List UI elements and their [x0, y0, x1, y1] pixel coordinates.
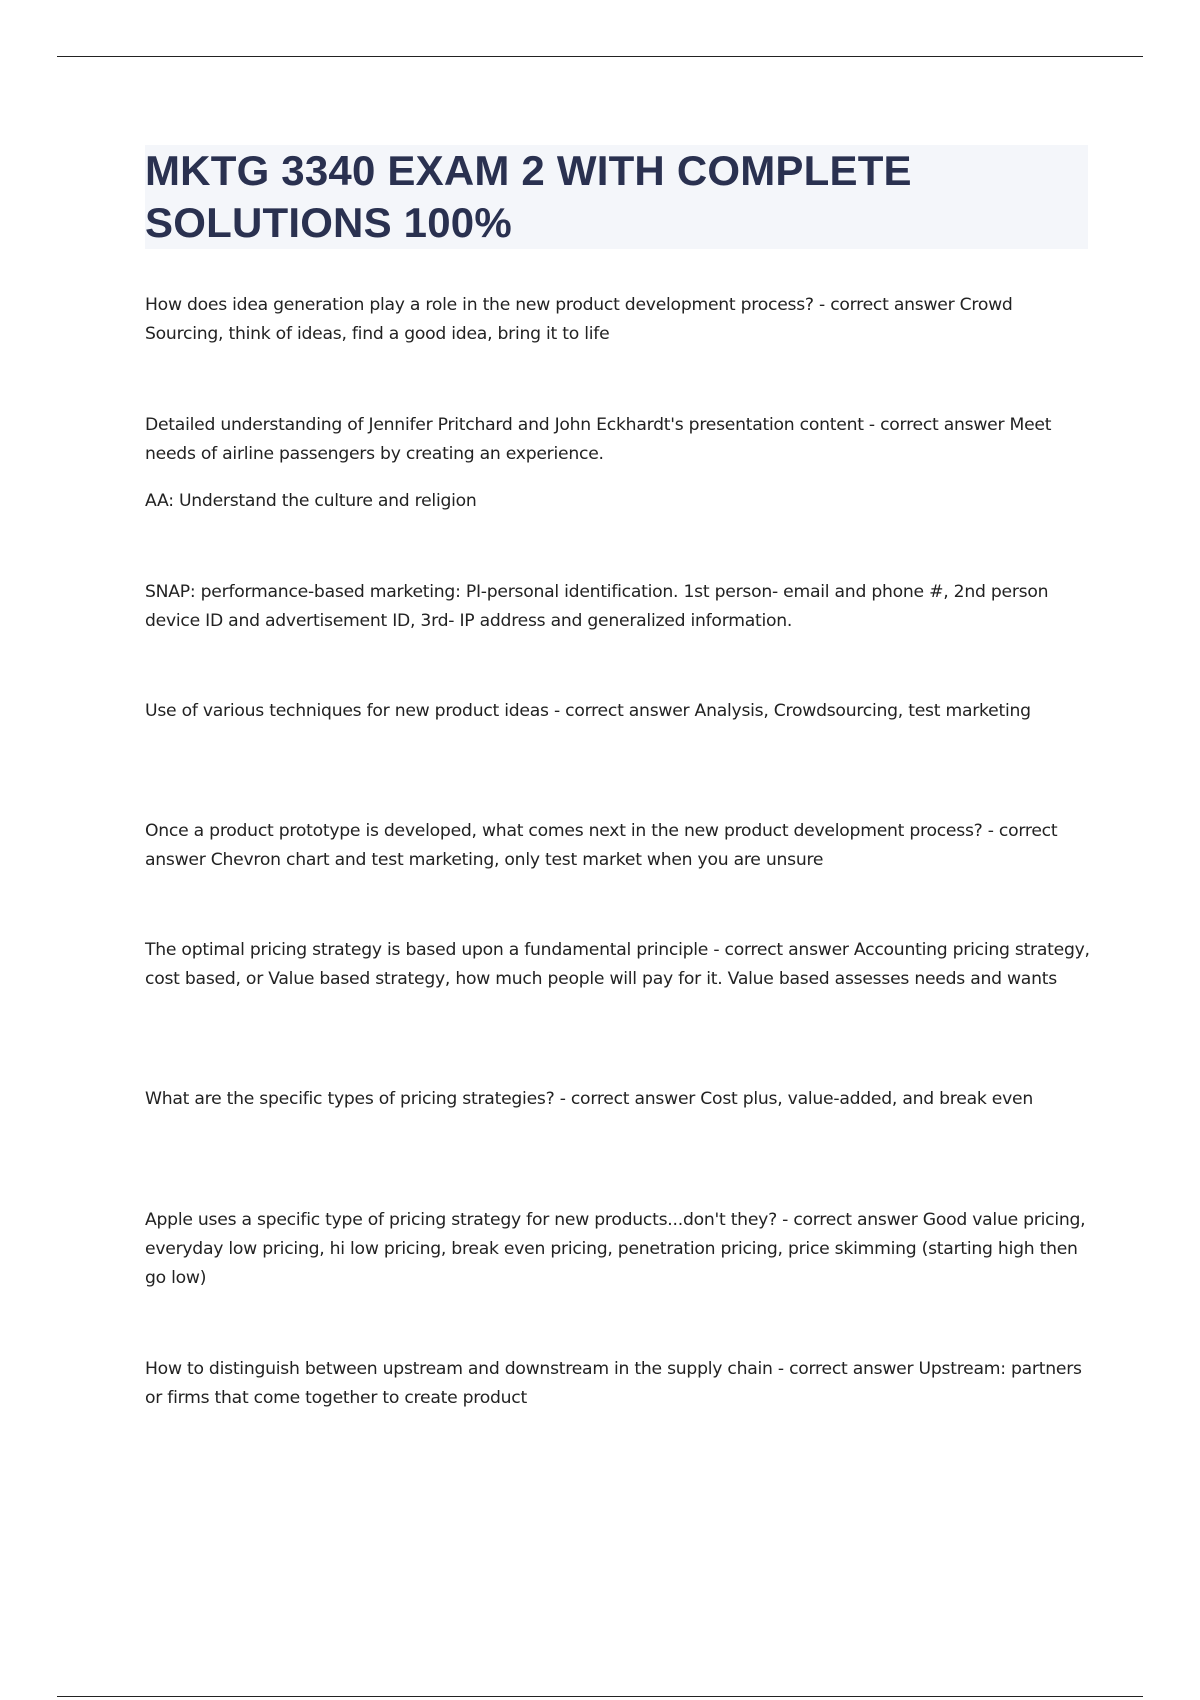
qa-entry-snap-note: SNAP: performance-based marketing: PI-personal identification. 1st person- email and phone #, 2nd person device ID and advertisement ID, 3rd- IP address and generalized information. [145, 582, 1049, 631]
qa-entry-optimal-pricing: The optimal pricing strategy is based upon a fundamental principle - correct answer Accounting pricing strategy, cost based, or Value based strategy, how much people will pay for it. Value based assesses needs and wants [145, 940, 1090, 989]
qa-entry-presentation-content: Detailed understanding of Jennifer Pritchard and John Eckhardt's presentation content - correct answer Meet needs of airline passengers by creating an experience. [145, 415, 1052, 464]
qa-entry-techniques: Use of various techniques for new product ideas - correct answer Analysis, Crowdsourcing, test marketing [145, 701, 1031, 721]
qa-entry-pricing-types: What are the specific types of pricing strategies? - correct answer Cost plus, value-added, and break even [145, 1089, 1033, 1109]
qa-entry-aa-note: AA: Understand the culture and religion [145, 491, 477, 511]
header-divider [57, 56, 1143, 57]
qa-entry-apple-pricing: Apple uses a specific type of pricing strategy for new products...don't they? - correct answer Good value pricing, everyday low pricing, hi low pricing, break even pricing, penetration pricing, price skimming (starting high then go low) [145, 1210, 1086, 1288]
qa-entry-prototype-next: Once a product prototype is developed, what comes next in the new product development process? - correct answer Chevron chart and test marketing, only test market when you are unsure [145, 821, 1058, 870]
document-title: MKTG 3340 EXAM 2 WITH COMPLETE SOLUTIONS 100% [145, 147, 912, 246]
footer-divider [57, 1696, 1143, 1697]
qa-entry-idea-generation: How does idea generation play a role in the new product development process? - correct answer Crowd Sourcing, think of ideas, find a good idea, bring it to life [145, 295, 1013, 344]
qa-entry-supply-chain: How to distinguish between upstream and downstream in the supply chain - correct answer Upstream: partners or firms that come together to create product [145, 1359, 1082, 1408]
title-block [145, 145, 1088, 249]
